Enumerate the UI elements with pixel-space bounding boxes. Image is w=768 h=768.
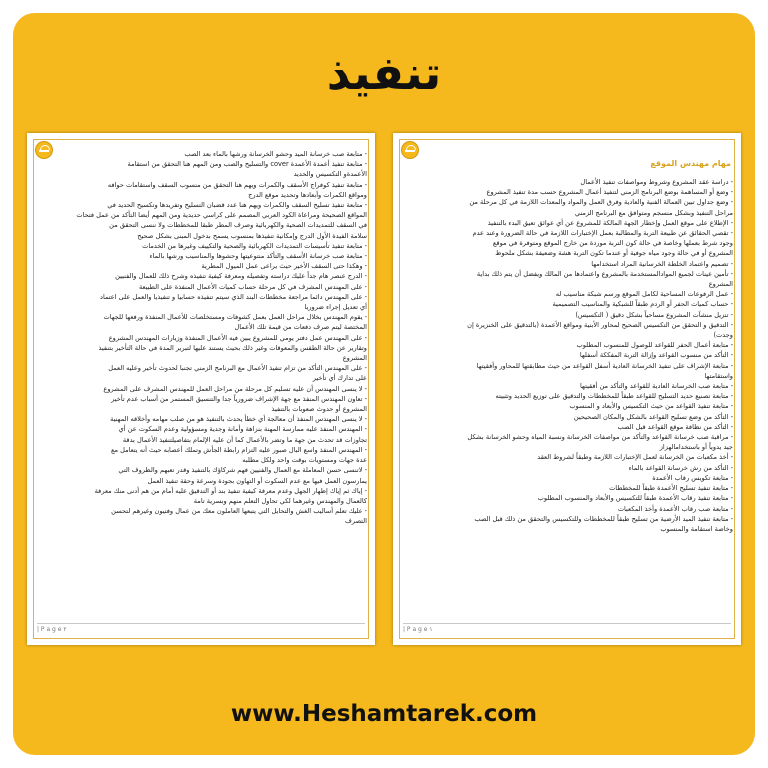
page-body bbox=[37, 149, 367, 595]
text-line: - متابعة تصنيع حديد التسليح للقواعد طبقاً للمخططات والتدقيق على توزيع الحديد وتثبيته bbox=[495, 392, 733, 401]
page-footer bbox=[37, 623, 365, 633]
text-line: - المهندس المنفذ واسع البال صبور عليه التزام رابطة الجأش وتملك أعصابه حيث أنه يتعامل مع bbox=[110, 445, 367, 454]
text-line: - متابعة تنفيذ أعمدة الأعمدة cover والتسليح والصب ومن المهم هنا التحقق من استقامة bbox=[127, 160, 367, 169]
text-line: - تأمين عينات لجميع الموادالمستخدمة بالمشروع واعتمادها من المالك ويفضل أن يتم ذلك بداية bbox=[476, 269, 733, 278]
text-line: - الدرج عنصر هام جداً عليك دراسته وتفصيله ومعرفة كيفية تنفيذه وشرح ذلك للعمال والفنيين bbox=[115, 272, 367, 281]
text-line: - وهكذا حتى السقف الأخير حيث يراعى عمل الميول المطرية bbox=[201, 262, 367, 271]
text-line: وجدت) bbox=[713, 331, 733, 340]
text-line: أي تعديل إجراء ضروريا bbox=[304, 303, 367, 312]
helmet-logo-icon bbox=[401, 141, 419, 159]
text-line: - التدقيق و التحقق من التكسيس الصحيح لمحاور الأبنية ومواقع الأعمدة (بالتدقيق على الخنزيرة إن bbox=[467, 320, 733, 329]
text-line: - تعاون المهندس المنفذ مع جهة الإشراف ضرورياً جدا والتنسيق المستمر من أسباب عدم تأخير bbox=[111, 394, 367, 403]
text-line: المواقع الصحيحة ومراعاة الكود العربي المصمم على كراسي حديدية ومن المهم أيضا التأكد من عمل فتحات bbox=[76, 211, 367, 220]
text-line: المشروع bbox=[342, 354, 367, 363]
text-line: تجاوزات قد تحدث من جهة ما وتضر بالأعمال كما أن عليه الإلمام بتفاصيلتنفيذ الأعمال بدقة bbox=[122, 435, 367, 444]
text-line: - لا ينسى المهندس أن عليه تسليم كل مرحلة من مراحل العمل للمهندس المشرف على المشروع bbox=[103, 384, 367, 393]
text-line: - إياك ثم إياك إظهار الجهل وعدم معرفة كيفية تنفيذ بند أو التدقيق عليه أمام من هم أدنى منك معرفة bbox=[94, 486, 367, 495]
text-line: - متابعة صب خرسانة الميد وحشو الخرسانة ورشها بالماء بعد الصب bbox=[184, 150, 367, 158]
text-line: - متابعة صب خرسانة الأسقف والتأكد منتوعيتها وحشوها والمناسيب ورشها بالماء bbox=[149, 252, 367, 261]
text-line: - يقوم المهندس بخلال مراحل العمل بعمل كشوفات ومستخلصات للأعمال المنفذة ورفعها للجهات bbox=[103, 313, 367, 322]
page-heading: مهام مهندس الموقع bbox=[650, 159, 731, 168]
text-line: وجود شرط بعملها وخاصة في حالة كون التربة موردة من خارج الموقع ومتوفرة في موقع bbox=[492, 239, 733, 248]
page-title: تنفيذ bbox=[326, 46, 442, 100]
website-url[interactable]: www.Heshamtarek.com bbox=[230, 701, 538, 727]
text-line: - المهندس المنفذ عليه ممارسة المهنة بنزاهة وأمانة وجدية ومسؤولية وعدم السكوت عن أي bbox=[118, 425, 367, 434]
text-line: كالعمال والمهندس وغيرهما لكي تحاول التعلم منهم وبسرية تامة bbox=[193, 496, 367, 505]
document-page-2 bbox=[27, 133, 375, 645]
text-line: - تصميم واعتماد الخلطة الخرسانية المراد استخدامها bbox=[591, 259, 733, 268]
text-line: سلامة الفيدة الأول الدرج وإمكانية تنفيذها بمنسوب يسمح بدخول المبنى بشكل صحيح bbox=[137, 231, 367, 240]
text-line: وتقارير عن حالة الطقس والمعوقات وغير ذلك بحيث يستند عليها لتبرير المدة في حالة التأخير بتنفيذ bbox=[98, 343, 367, 352]
text-line: - مراقبة صب خرسانة القواعد والتأكد من مواصفات الخرسانة ونسبة المياه وحشو الخرسانة بشكل bbox=[467, 433, 733, 442]
text-line: - متابعة الإشراف على تنفيذ الخرسانة العادية أسفل القواعد من حيث مطابقتها للمحاور وأفقيتها bbox=[476, 361, 733, 370]
text-line: - متابعة تنفيذ تأسيسات التمديدات الكهربائية والصحية والتكييف وغيرها من الخدمات bbox=[142, 241, 367, 250]
text-line: - على المهندس دائما مراجعة مخططات البند الذي سيتم تنفيذه حسابيا و تنفيذيا والعمل على اعتماد bbox=[100, 292, 367, 301]
text-line: يمارسون العمل فيها مع عدم السكوت أو التهاون بجودة وسرعة وحقة تنفيذ العمل bbox=[147, 476, 367, 485]
text-line: المشروع أو في حالة وجود مياه جوفية أو عندما تكون التربة هشة وضعيفة بشكل ملحوظ bbox=[495, 249, 733, 258]
text-line: المشروع bbox=[708, 280, 733, 289]
text-line: - متابعة تنفيذ القواعد من حيث التكسيس والأبعاد و المنسوب bbox=[569, 402, 733, 411]
text-line: - لاتنسى حسن المعاملة مع العمال والفنيين فهم شركاؤك بالتنفيذ وقدر تعبهم والظروف التي bbox=[118, 466, 367, 475]
text-line: - متابعة صب رقاب الأعمدة وأخذ المكعبات bbox=[617, 504, 733, 513]
text-line: التصرف bbox=[344, 517, 367, 526]
text-line: جيد يدوياً أو باستخدامالهزاز bbox=[659, 443, 733, 452]
page-body bbox=[403, 177, 733, 595]
card-frame bbox=[13, 13, 755, 755]
page-footer bbox=[403, 623, 731, 633]
document-page-1 bbox=[393, 133, 741, 645]
text-line: في السقف للتمديدات الصحية والكهربائية وصرف المطر طبقا للمخططات ولا ننسى التحقق من bbox=[109, 221, 367, 230]
text-line: - التأكد من منسوب القواعد وإزالة التربة المفككة أسفلها bbox=[579, 351, 733, 360]
text-line: - وضع أو المساهمة بوضع البرنامج الزمني لتنفيذ أعمال المشروع حسب مدة تنفيذ المشروع bbox=[486, 188, 733, 197]
text-line: - على المهندس التأكد من تزام تنفيذ الأعمال مع البرنامج الزمني تجنبا لحدوث تأخير وعليه العمل bbox=[108, 364, 367, 373]
text-line: - متابعة تنفيذ الميد الأرضية من تسليح طبقاً للمخططات وللتكسيس والتحقق من ذلك قبل الصب bbox=[474, 514, 733, 523]
text-line: وخاصة استقامة والمنسوب bbox=[660, 524, 733, 533]
text-line: - التأكد من وضع تسليح القواعد بالشكل والمكان الصحيحين bbox=[573, 412, 733, 421]
text-line: - متابعة أعمال الحفر للقواعد للوصول للمنسوب المطلوب bbox=[576, 341, 733, 350]
text-line: - متابعة تنفيذ تسليح السقف والكمرات ويهم هنا عدد قضبان التسليح وتفريدها وتكسيح الحديد في bbox=[107, 201, 367, 210]
text-line: - دراسة عقد المشروع وشروط ومواصفات تنفيذ الأعمال bbox=[580, 178, 733, 186]
text-line: مراحل التنفيذ وبشكل منسجم ومتوافق مع البرنامج الزمني bbox=[574, 208, 733, 217]
page-number: | P a g e ١ bbox=[403, 626, 433, 633]
text-line: - التأكد من رش خرسانة القواعد بالماء bbox=[628, 463, 733, 472]
text-line: الأعمدةو التكسيس والحديد bbox=[293, 170, 367, 179]
text-line: - لا ينسى المهندس المنفذ أن معالجة أي خطأ يحدث بالتنفيذ هو من صلب مهامه وأخلاقه المهنية bbox=[110, 415, 367, 424]
text-line: المختصة ليتم صرف دفعات من قيمة تلك الأعمال bbox=[234, 323, 367, 332]
text-line: - الإطلاع على موقع العمل وإخطار الجهة المالكة للمشروع عن أي عوائق تعيق البدء بالتنفيذ bbox=[487, 218, 733, 227]
text-line: - التأكد من نظافة موقع القواعد قبل الصب bbox=[617, 422, 733, 431]
text-line: - عليك تعلم أساليب الغش والتحايل التي يتبعها العاملون معك من عمال وفنيون وغيرهم لتحسن bbox=[111, 507, 367, 516]
text-line: واستقامتها bbox=[704, 371, 733, 380]
text-line: - متابعة تنفيذ رقاب الأعمدة طبقاً للتكسيس والأبعاد والمنسوب المطلوب bbox=[537, 494, 733, 503]
text-line: - وضع جداول تبين العمالة الفنية والعادية وفرق العمل والمواد والمعدات اللازمة في كل مرحلة من bbox=[469, 198, 733, 207]
text-line: ومواقع الكمرات وأبعادها وتحديد موقع الدرج bbox=[248, 190, 367, 199]
page-number: | P a g e ٢ bbox=[37, 626, 67, 633]
text-line: المشروع أو حدوث صعوبات بالتنفيذ bbox=[271, 405, 367, 414]
text-line: على تدارك أي تأخير bbox=[312, 374, 367, 383]
text-line: - تنزيل منشآت المشروع مساحياً بشكل دقيق ( التكسيس) bbox=[575, 310, 733, 319]
text-line: عدة جهات ومستويات بوقت واحد ولكل مطلبه bbox=[242, 456, 367, 465]
text-line: - على المهندس عمل دفتر يومي للمشروع يبين فيه الأعمال المنفذة وزيارات المهندس المشروع bbox=[108, 333, 367, 342]
text-line: - أخذ مكعبات من الخرسانة لعمل الإختبارات اللازمة وطبقاً لشروط العقد bbox=[537, 453, 733, 462]
text-line: - عمل الرفوعات المساحية لكامل الموقع ورسم شبكة مناسيب له bbox=[555, 290, 733, 299]
text-line: - تقصي الحقائق عن طبيعة التربة والمطالبة بعمل الإختبارات اللازمة في حالة الضرورة وعند عدم bbox=[472, 229, 733, 238]
text-line: - متابعة تكويس رقاب الأعمدة bbox=[652, 473, 733, 482]
text-line: - حساب كميات الحفر أو الردم طبقاً للشبكية والمناسيب التصميمية bbox=[552, 300, 733, 309]
text-line: - على المهندس المشرف في كل مرحلة حساب كميات الأعمال المنفذة على الطبيعة bbox=[138, 282, 367, 291]
text-line: - متابعة تنفيذ كوفراج الأسقف والكمرات ويهم هنا التحقق من منسوب السقف واستقامات حوافه bbox=[107, 180, 367, 189]
text-line: - متابعة تنفيذ تسليح الأعمدة طبقاً للمخططات bbox=[609, 484, 733, 493]
text-line: - متابعة صب الخرسانة العادية للقواعد والتأكد من أفقيتها bbox=[580, 382, 733, 391]
